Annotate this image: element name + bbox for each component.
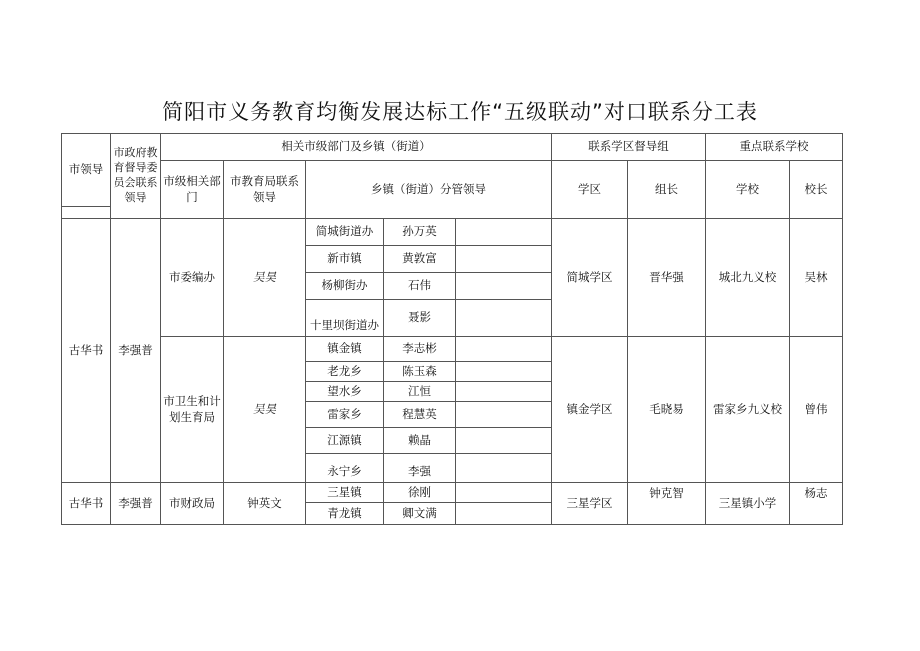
town-leader-cell: 赖晶 — [384, 428, 456, 454]
town-leader-cell: 黄敦富 — [384, 246, 456, 273]
principal-cell: 曾伟 — [790, 337, 843, 483]
town-leader-cell: 李强 — [384, 454, 456, 483]
table-row — [62, 219, 843, 246]
town-extra-cell — [456, 300, 552, 337]
town-name-cell: 杨柳街办 — [306, 273, 384, 300]
town-leader-cell: 卿文满 — [384, 503, 456, 525]
town-name-cell: 老龙乡 — [306, 362, 384, 382]
town-leader-cell: 孙万英 — [384, 219, 456, 246]
supervision-cell: 李强普 — [111, 219, 161, 483]
school-cell: 雷家乡九义校 — [706, 337, 790, 483]
principal-cell: 杨志 — [790, 483, 843, 525]
town-name-cell: 江源镇 — [306, 428, 384, 454]
header-related-group: 相关市级部门及乡镇（街道） — [161, 134, 552, 161]
dept-cell: 市委编办 — [161, 219, 224, 337]
header-edu-bureau: 市教育局联系领导 — [224, 161, 306, 219]
town-extra-cell — [456, 362, 552, 382]
school-cell: 三星镇小学 — [706, 483, 790, 525]
group-leader-cell: 晋华强 — [628, 219, 706, 337]
city-leader-cell: 古华书 — [62, 483, 111, 525]
group-leader-cell: 钟克智 — [628, 483, 706, 525]
table-row — [62, 337, 843, 362]
table-row — [62, 483, 843, 503]
town-leader-cell: 徐刚 — [384, 483, 456, 503]
town-name-cell: 雷家乡 — [306, 402, 384, 428]
school-cell: 城北九义校 — [706, 219, 790, 337]
town-name-cell: 青龙镇 — [306, 503, 384, 525]
town-extra-cell — [456, 483, 552, 503]
town-name-cell: 十里坝街道办 — [306, 300, 384, 337]
header-row-1 — [62, 134, 843, 161]
town-extra-cell — [456, 503, 552, 525]
town-name-cell: 望水乡 — [306, 382, 384, 402]
town-leader-cell: 江恒 — [384, 382, 456, 402]
header-city-leader: 市领导 — [62, 134, 111, 207]
town-leader-cell: 李志彬 — [384, 337, 456, 362]
header-key-school-group: 重点联系学校 — [706, 134, 843, 161]
town-extra-cell — [456, 337, 552, 362]
town-leader-cell: 聂影 — [384, 300, 456, 337]
town-leader-cell: 陈玉森 — [384, 362, 456, 382]
town-leader-cell: 程慧英 — [384, 402, 456, 428]
dept-cell: 市财政局 — [161, 483, 224, 525]
town-extra-cell — [456, 428, 552, 454]
bureau-cell: 吴昊 — [224, 219, 306, 337]
supervision-cell: 李强普 — [111, 483, 161, 525]
town-extra-cell — [456, 273, 552, 300]
town-extra-cell — [456, 402, 552, 428]
dept-cell: 市卫生和计划生育局 — [161, 337, 224, 483]
town-extra-cell — [456, 454, 552, 483]
header-row-2 — [62, 161, 843, 207]
town-leader-cell: 石伟 — [384, 273, 456, 300]
town-extra-cell — [456, 246, 552, 273]
district-cell: 镇金学区 — [552, 337, 628, 483]
header-district-group: 联系学区督导组 — [552, 134, 706, 161]
principal-cell: 吴林 — [790, 219, 843, 337]
district-cell: 简城学区 — [552, 219, 628, 337]
header-city-dept: 市级相关部门 — [161, 161, 224, 219]
town-name-cell: 镇金镇 — [306, 337, 384, 362]
group-leader-cell: 毛晓易 — [628, 337, 706, 483]
town-name-cell: 永宁乡 — [306, 454, 384, 483]
assignment-table — [61, 133, 843, 525]
town-extra-cell — [456, 219, 552, 246]
town-name-cell: 新市镇 — [306, 246, 384, 273]
header-edu-supervision: 市政府教育督导委员会联系领导 — [111, 134, 161, 219]
header-district: 学区 — [552, 161, 628, 219]
header-principal: 校长 — [790, 161, 843, 219]
town-name-cell: 三星镇 — [306, 483, 384, 503]
header-township-leader: 乡镇（街道）分管领导 — [306, 161, 552, 219]
city-leader-cell: 古华书 — [62, 219, 111, 483]
bureau-cell: 吴昊 — [224, 337, 306, 483]
town-name-cell: 简城街道办 — [306, 219, 384, 246]
page-title: 简阳市义务教育均衡发展达标工作“五级联动”对口联系分工表 — [162, 100, 758, 124]
bureau-cell: 钟英文 — [224, 483, 306, 525]
header-blank-cell — [62, 207, 111, 219]
district-cell: 三星学区 — [552, 483, 628, 525]
header-school: 学校 — [706, 161, 790, 219]
header-group-leader: 组长 — [628, 161, 706, 219]
town-extra-cell — [456, 382, 552, 402]
